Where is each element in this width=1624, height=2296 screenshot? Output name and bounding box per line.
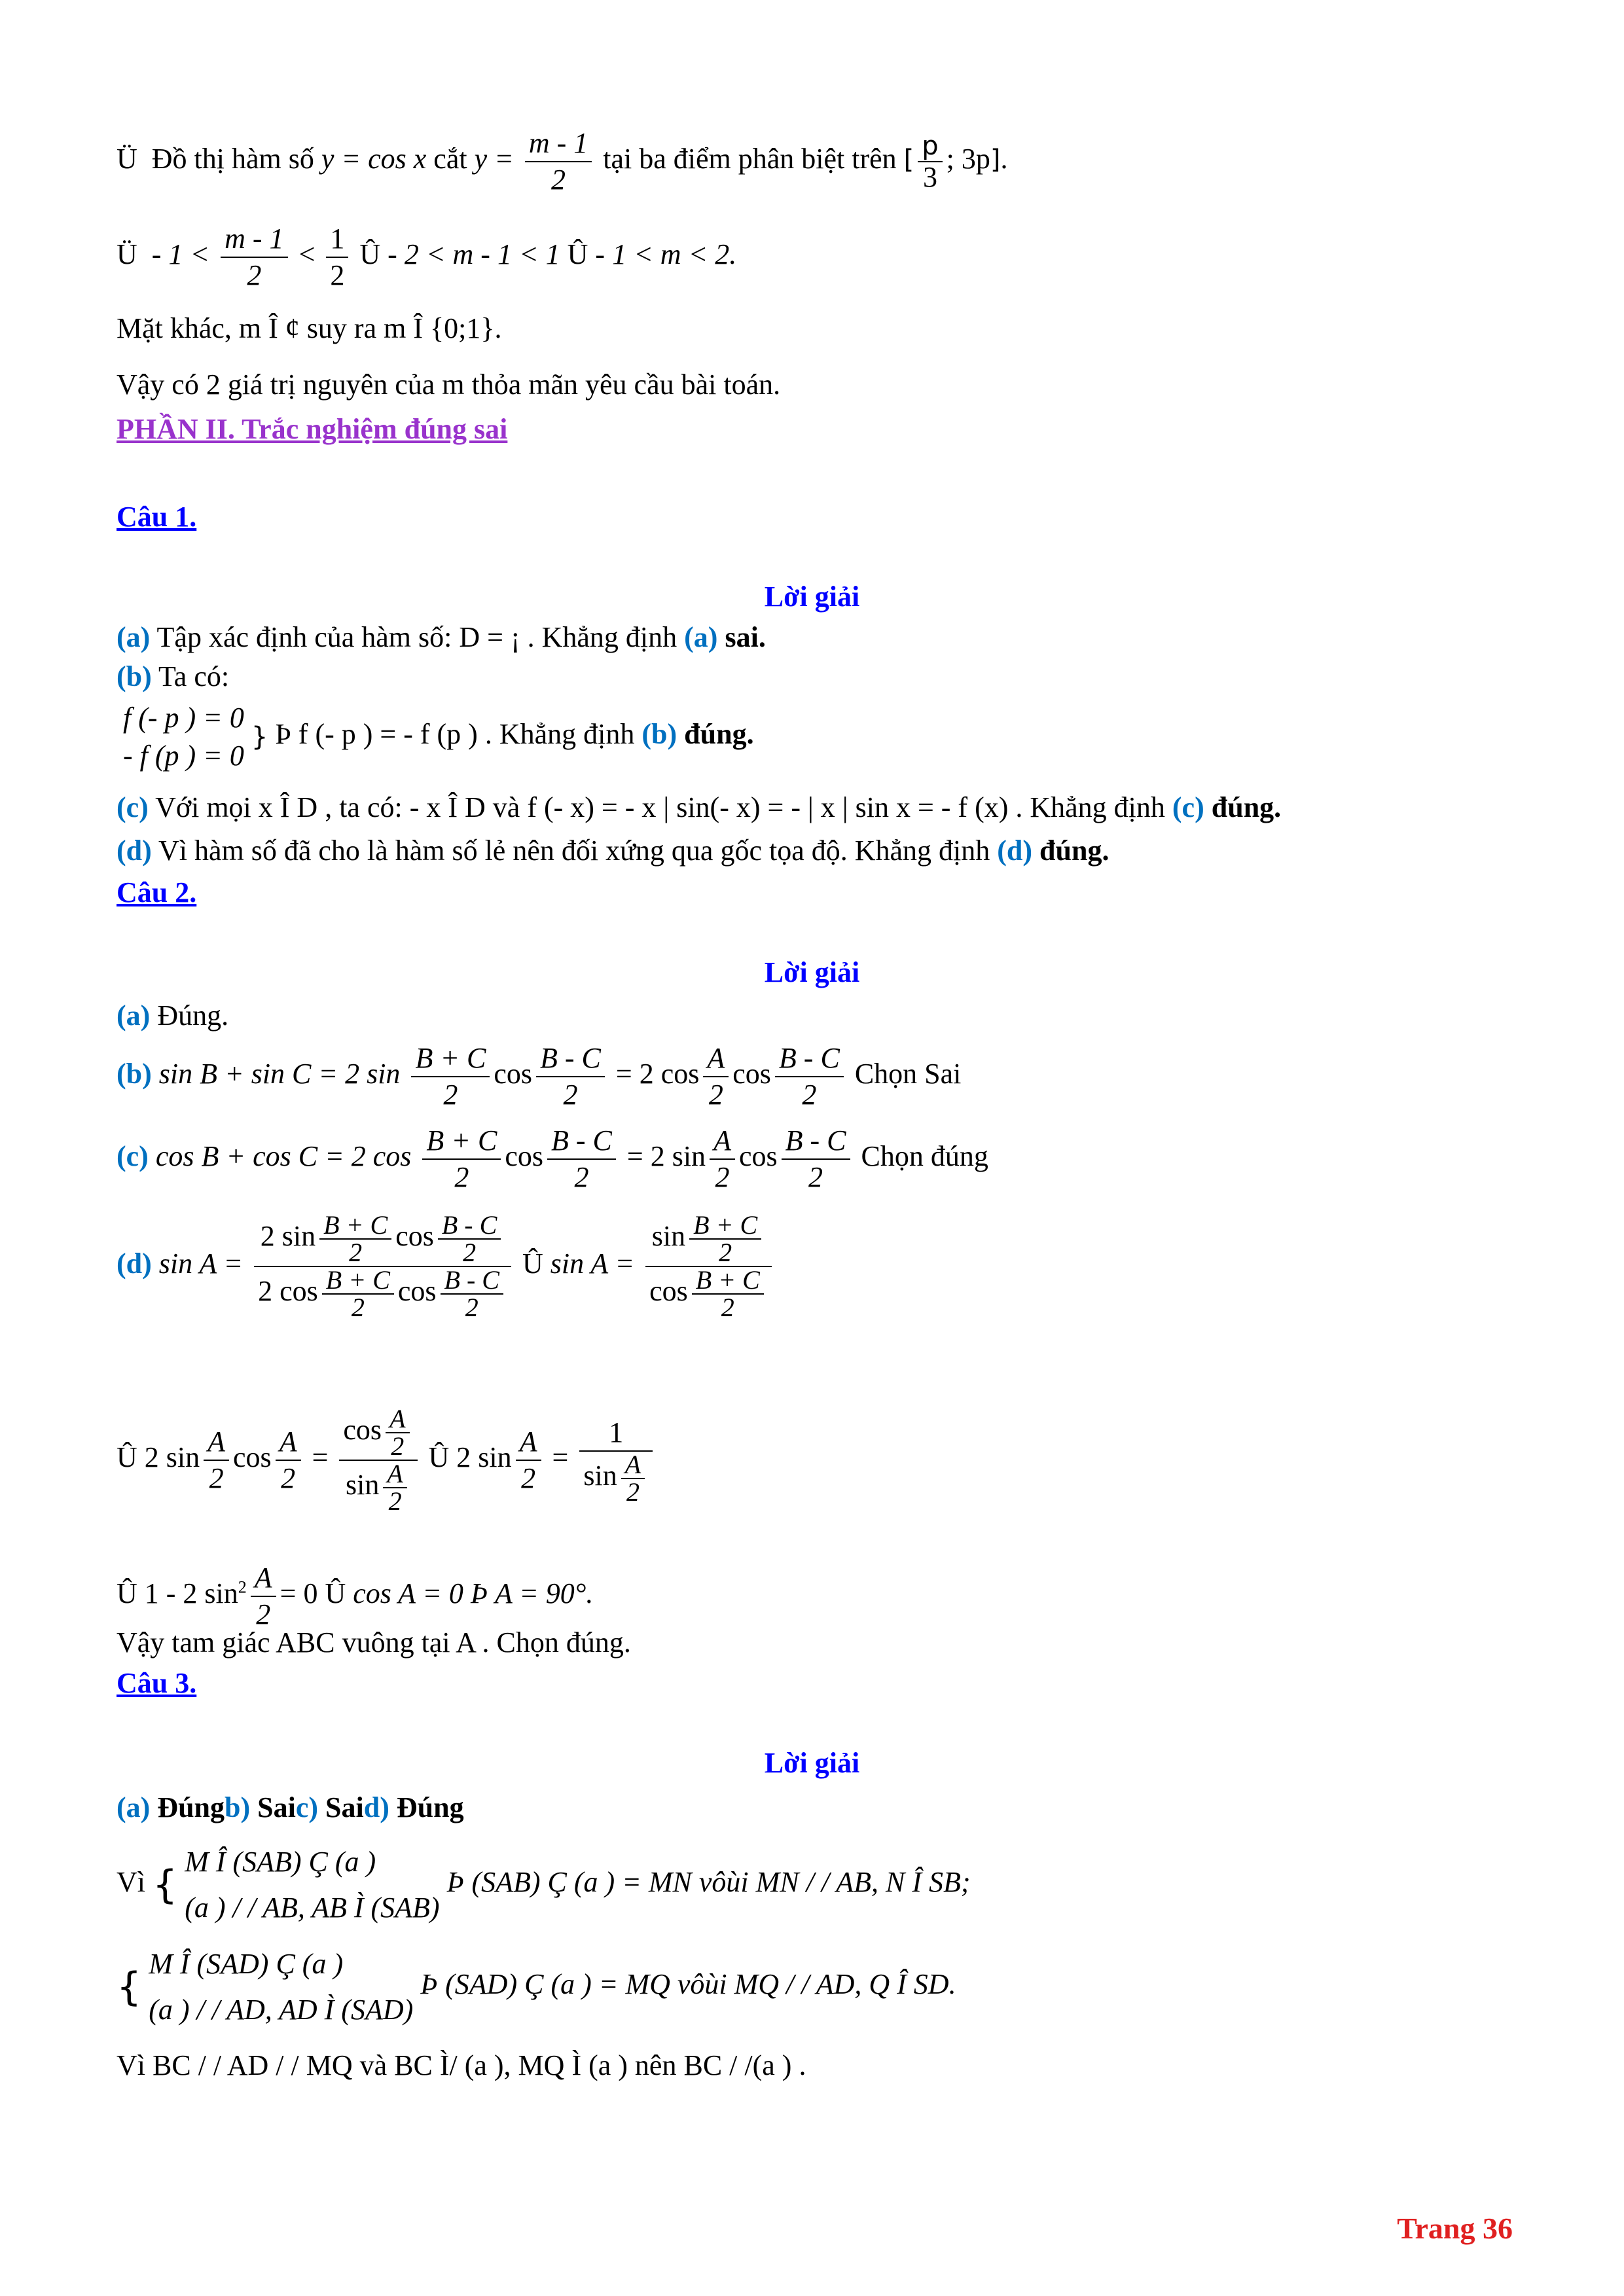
label: (c) (117, 791, 149, 823)
math: y = (474, 143, 514, 175)
label: (a) (684, 621, 718, 653)
math: - 2 < m - 1 < 1 (388, 238, 560, 271)
math: 2 (238, 1577, 247, 1597)
math: 2 sin (144, 1441, 200, 1474)
verdict: đúng. (684, 718, 754, 751)
cau2-b (117, 1041, 961, 1113)
page-number: Trang 36 (1397, 2212, 1513, 2245)
iff-icon: Û (428, 1441, 450, 1474)
math: cos A = 0 Þ A = 90°. (353, 1577, 594, 1610)
math: = 0 (280, 1577, 318, 1610)
math: y = cos x (321, 143, 427, 175)
cau2-a (117, 997, 228, 1034)
text: Tập xác định của hàm số: D = ¡ . Khẳng định (156, 621, 677, 653)
text: Þ f (- p ) = - f (p ) . Khẳng định (275, 718, 635, 751)
fraction: $\frac{A}{2}$ (251, 1560, 276, 1632)
system: f (- p ) = 0 - f (p ) = 0 (123, 702, 244, 772)
verdict: đúng. (1211, 791, 1282, 823)
math: cos (505, 1140, 543, 1173)
verdict: sai. (725, 621, 766, 653)
fraction: $\frac{p}{3}$ (918, 131, 942, 192)
fraction: $\frac{B - C}{2}$ (782, 1123, 850, 1195)
iff-icon: Û (359, 238, 381, 271)
fraction: $\frac{A}{2}$ (703, 1041, 729, 1113)
math: sin B + sin C = 2 sin (158, 1058, 401, 1090)
cau2-step3 (117, 1560, 593, 1632)
math: sin A = (550, 1247, 635, 1280)
math: cos (732, 1058, 771, 1090)
text: Đồ thị hàm số (151, 143, 314, 175)
cau1-c (117, 789, 1281, 826)
label: (c) (1172, 791, 1204, 823)
cau1-b (117, 658, 229, 695)
bracket-icon: [ (903, 145, 914, 175)
cau1-b-system (123, 699, 754, 775)
cau1-loigiai: Lời giải (764, 581, 860, 613)
label: (d) (997, 834, 1033, 867)
cau1-d (117, 833, 1109, 869)
iff-icon: Û (117, 1441, 137, 1474)
text: Vì hàm số đã cho là hàm số lẻ nên đối xứng qua gốc tọa độ. Khẳng định (158, 834, 990, 867)
cau2-c (117, 1123, 988, 1195)
fraction: $\frac{A}{2}$ (276, 1424, 301, 1496)
big-fraction: 1 sin $\frac{A}{2}$ (579, 1415, 653, 1505)
text: tại ba điểm phân biệt trên (603, 143, 897, 175)
math: 1 - 2 sin (144, 1577, 238, 1610)
cau3-answers (117, 1789, 464, 1826)
fraction: $\frac{B + C}{2}$ (422, 1123, 501, 1195)
iff-icon: Û (567, 238, 588, 271)
text: Với mọi x Î D , ta có: - x Î D và f (- x) = - x | sin(- x) = - | x | sin x = - f (x) . Khẳng định (155, 791, 1165, 823)
math: cos (233, 1441, 272, 1474)
cau2-step2 (117, 1406, 657, 1515)
fraction: $\frac{B - C}{2}$ (547, 1123, 616, 1195)
cau1-a (117, 619, 766, 656)
math: sin A = (158, 1247, 244, 1280)
fraction: $\frac{B - C}{2}$ (536, 1041, 605, 1113)
part2-heading: PHẦN II. Trắc nghiệm đúng sai (117, 413, 508, 445)
fraction: $\frac{A}{2}$ (710, 1123, 735, 1195)
math: - 1 < (151, 238, 210, 271)
brace-icon: } (251, 722, 268, 752)
math: cos (738, 1140, 778, 1173)
cau3-loigiai: Lời giải (764, 1747, 860, 1779)
line-integer-set: Mặt khác, m Î ¢ suy ra m Î {0;1}. (117, 312, 502, 344)
cau3-last: Vì BC / / AD / / MQ và BC Ì/ (a ), MQ Ì (a ) nên BC / /(a ) . (117, 2049, 806, 2081)
bracket-icon: ] (990, 145, 1001, 175)
text: Ta có: (158, 660, 230, 692)
math: - 1 < m < 2. (595, 238, 737, 271)
math: Þ (SAD) Ç (a ) = MQ vôùi MQ / / AD, Q Î SD. (420, 1968, 956, 2001)
verdict: Đúng (157, 1791, 225, 1823)
brace-icon: { (117, 1964, 142, 2010)
big-fraction: 2 sin $\frac{B + C}{2}$ cos $\frac{B - C}{2}$ 2 cos $\frac{B + C}{2}$ cos $\frac{B - C}{2}$ (254, 1212, 511, 1321)
cau1-title: Câu 1. (117, 501, 197, 533)
choice: Chọn Sai (854, 1058, 962, 1090)
label: (b) (117, 1058, 152, 1090)
math: 2 sin (456, 1441, 512, 1474)
cau2-title: Câu 2. (117, 876, 197, 908)
cau2-conclusion: Vậy tam giác ABC vuông tại A . Chọn đúng. (117, 1626, 631, 1659)
label: d) (363, 1791, 389, 1823)
verdict: đúng. (1039, 834, 1110, 867)
math: cos B + cos C = 2 cos (155, 1140, 412, 1173)
bullet-icon: Ü (117, 238, 137, 271)
label: (a) (117, 1791, 151, 1823)
label: (a) (117, 999, 151, 1031)
big-fraction: cos $\frac{A}{2}$ sin $\frac{A}{2}$ (339, 1406, 417, 1515)
fraction: $\frac{A}{2}$ (204, 1424, 229, 1496)
big-fraction: sin $\frac{B + C}{2}$ cos $\frac{B + C}{2}$ (645, 1212, 772, 1321)
label: (d) (117, 1247, 152, 1280)
math: < (298, 238, 316, 271)
line-graph-intersection: Ü Đồ thị hàm số y = cos x cắt y = $\frac{m - 1}{2}$ tại ba điểm phân biệt trên [ $\frac{p}{3}$ ; 3p]. (117, 126, 1008, 198)
verdict: Sai (257, 1791, 296, 1823)
line-conclusion: Vậy có 2 giá trị nguyên của m thỏa mãn yêu cầu bài toán. (117, 368, 781, 401)
math: = (552, 1441, 569, 1474)
text: Đúng. (157, 999, 229, 1031)
label: (b) (117, 660, 152, 692)
system: M Î (SAD) Ç (a ) (a ) / / AD, AD Ì (SAD) (149, 1948, 414, 2026)
fraction: $\frac{m - 1}{2}$ (525, 126, 592, 198)
label: (a) (117, 621, 151, 653)
iff-icon: Û (325, 1577, 346, 1610)
verdict: Sai (325, 1791, 364, 1823)
choice: Chọn đúng (861, 1140, 988, 1173)
label: (b) (641, 718, 677, 751)
iff-icon: Û (522, 1247, 543, 1280)
math: cos (494, 1058, 533, 1090)
label: (d) (117, 834, 152, 867)
fraction: $\frac{m - 1}{2}$ (221, 221, 287, 293)
brace-icon: { (153, 1862, 178, 1908)
label: (c) (117, 1140, 149, 1173)
cau2-loigiai: Lời giải (764, 956, 860, 988)
fraction: $\frac{1}{2}$ (326, 221, 348, 293)
cau3-system2 (117, 1941, 956, 2033)
text: Vì (117, 1866, 145, 1899)
math: Þ (SAB) Ç (a ) = MN vôùi MN / / AB, N Î SB; (446, 1866, 971, 1899)
bullet-icon: Ü (117, 143, 137, 175)
fraction: $\frac{A}{2}$ (516, 1424, 541, 1496)
fraction: $\frac{B + C}{2}$ (411, 1041, 490, 1113)
cau3-system1 (117, 1839, 971, 1931)
label: b) (225, 1791, 251, 1823)
system: M Î (SAB) Ç (a ) (a ) / / AB, AB Ì (SAB) (185, 1846, 440, 1924)
math: = (312, 1441, 329, 1474)
fraction: $\frac{B - C}{2}$ (775, 1041, 844, 1113)
label: c) (295, 1791, 319, 1823)
math: ; 3p (946, 143, 990, 175)
iff-icon: Û (117, 1577, 137, 1610)
line-inequality (117, 221, 736, 293)
math: = 2 cos (615, 1058, 700, 1090)
cau3-title: Câu 3. (117, 1667, 197, 1699)
verdict: Đúng (396, 1791, 464, 1823)
text: cắt (433, 143, 467, 175)
cau2-d (117, 1212, 776, 1321)
math: = 2 sin (626, 1140, 706, 1173)
